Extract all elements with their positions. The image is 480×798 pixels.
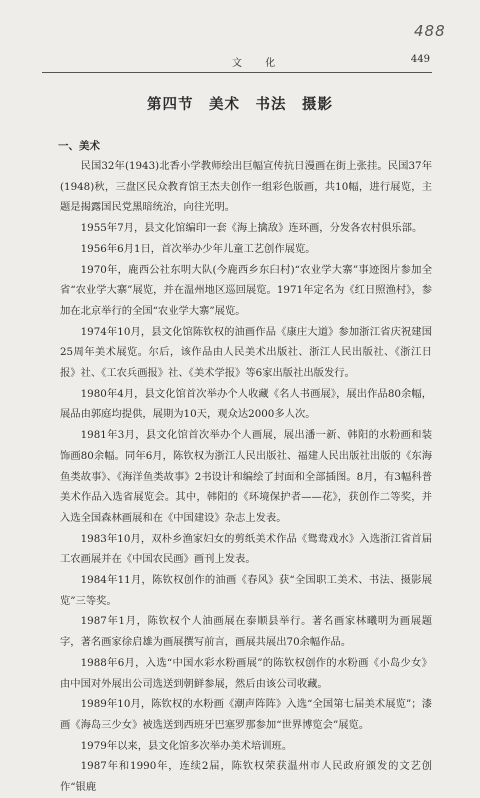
paragraph: 1955年7月，县文化馆编印一套《海上擒敌》连环画，分发各农村俱乐部。 [80, 222, 423, 235]
paragraph: 1979年以来，县文化馆多次举办美术培训班。 [80, 739, 293, 752]
header-section-title: 文 化 [232, 58, 286, 69]
paragraph: 1970年，鹿西公社东明大队(今鹿西乡东臼村)“农业学大寨”事迹图片参加全省“农业学大寨”展览，并在温州地区巡回展览。1971年定名为《红日照渔村》，参加在北京举行的全国“农业学大寨”展览。 [60, 263, 432, 317]
paragraph: 1984年11月，陈钦权创作的油画《春风》获“全国职工美术、书法、摄影展览”三等奖。 [60, 574, 432, 607]
paragraph: 1987年1月，陈钦权个人油画展在泰顺县举行。著名画家林曦明为画展题字，著名画家徐启雄为画展撰写前言，画展共展出70余幅作品。 [60, 615, 432, 649]
page-number: 449 [410, 54, 430, 65]
paragraph: 民国32年(1943)北香小学教师绘出巨幅宣传抗日漫画在街上张挂。民国37年(1948)秋，三盘区民众教育馆王杰夫创作一组彩色版画，共10幅，进行展览，主题是揭露国民党黑暗统治，向往光明。 [60, 160, 432, 214]
paragraph: 1989年10月，陈钦权的水粉画《潮声阵阵》入选“全国第七届美术展览”；漆画《海岛三少女》被选送到西班牙巴塞罗那参加“世界博览会”展览。 [60, 698, 432, 731]
paragraph: 1956年6月1日，首次举办少年儿童工艺创作展览。 [80, 242, 316, 255]
header-rule [42, 72, 432, 73]
paragraph: 1980年4月，县文化馆首次举办个人收藏《名人书画展》，展出作品80余幅，展品由郭庭均提供，展期为10天，观众达2000多人次。 [60, 387, 432, 421]
running-header [42, 54, 430, 70]
body-text [60, 156, 432, 798]
paragraph: 1983年10月，双朴乡渔家妇女的剪纸美术作品《鸳鸯戏水》入选浙江省首届工农画展并在《中国农民画》画刊上发表。 [60, 532, 432, 566]
paragraph: 1987年和1990年，连续2届，陈钦权荣获温州市人民政府颁发的文艺创作“银鹿 [60, 760, 432, 794]
paragraph: 1981年3月，县文化馆首次举办个人画展，展出潘一新、韩阳的水粉画和装饰画80余幅。同年6月，陈钦权为浙江人民出版社、福建人民出版社出版的《东海鱼类故事》、《海洋鱼类故事》2书设计和编绘了封面和全部插图。8月，有3幅科普美术作品入选省展览会。其中，韩阳的《环境保护者——花》，获创作二等奖，并入选全国森林画展和在《中国建设》杂志上发表。 [60, 429, 432, 524]
handwritten-page-note: 488 [414, 22, 446, 40]
paragraph: 1974年10月，县文化馆陈钦权的油画作品《康庄大道》参加浙江省庆祝建国25周年美术展览。尔后，该作品由人民美术出版社、浙江人民出版社、《浙江日报》社、《工农兵画报》社、《美术学报》等6家出版社出版发行。 [60, 325, 432, 380]
paragraph: 1988年6月，入选“中国水彩水粉画展”的陈钦权创作的水粉画《小岛少女》由中国对外展出公司选送到朝鲜参展，然后由该公司收藏。 [60, 656, 432, 690]
subsection-heading: 一、美术 [58, 140, 100, 152]
section-title: 第四节 美术 书法 摄影 [147, 96, 333, 113]
